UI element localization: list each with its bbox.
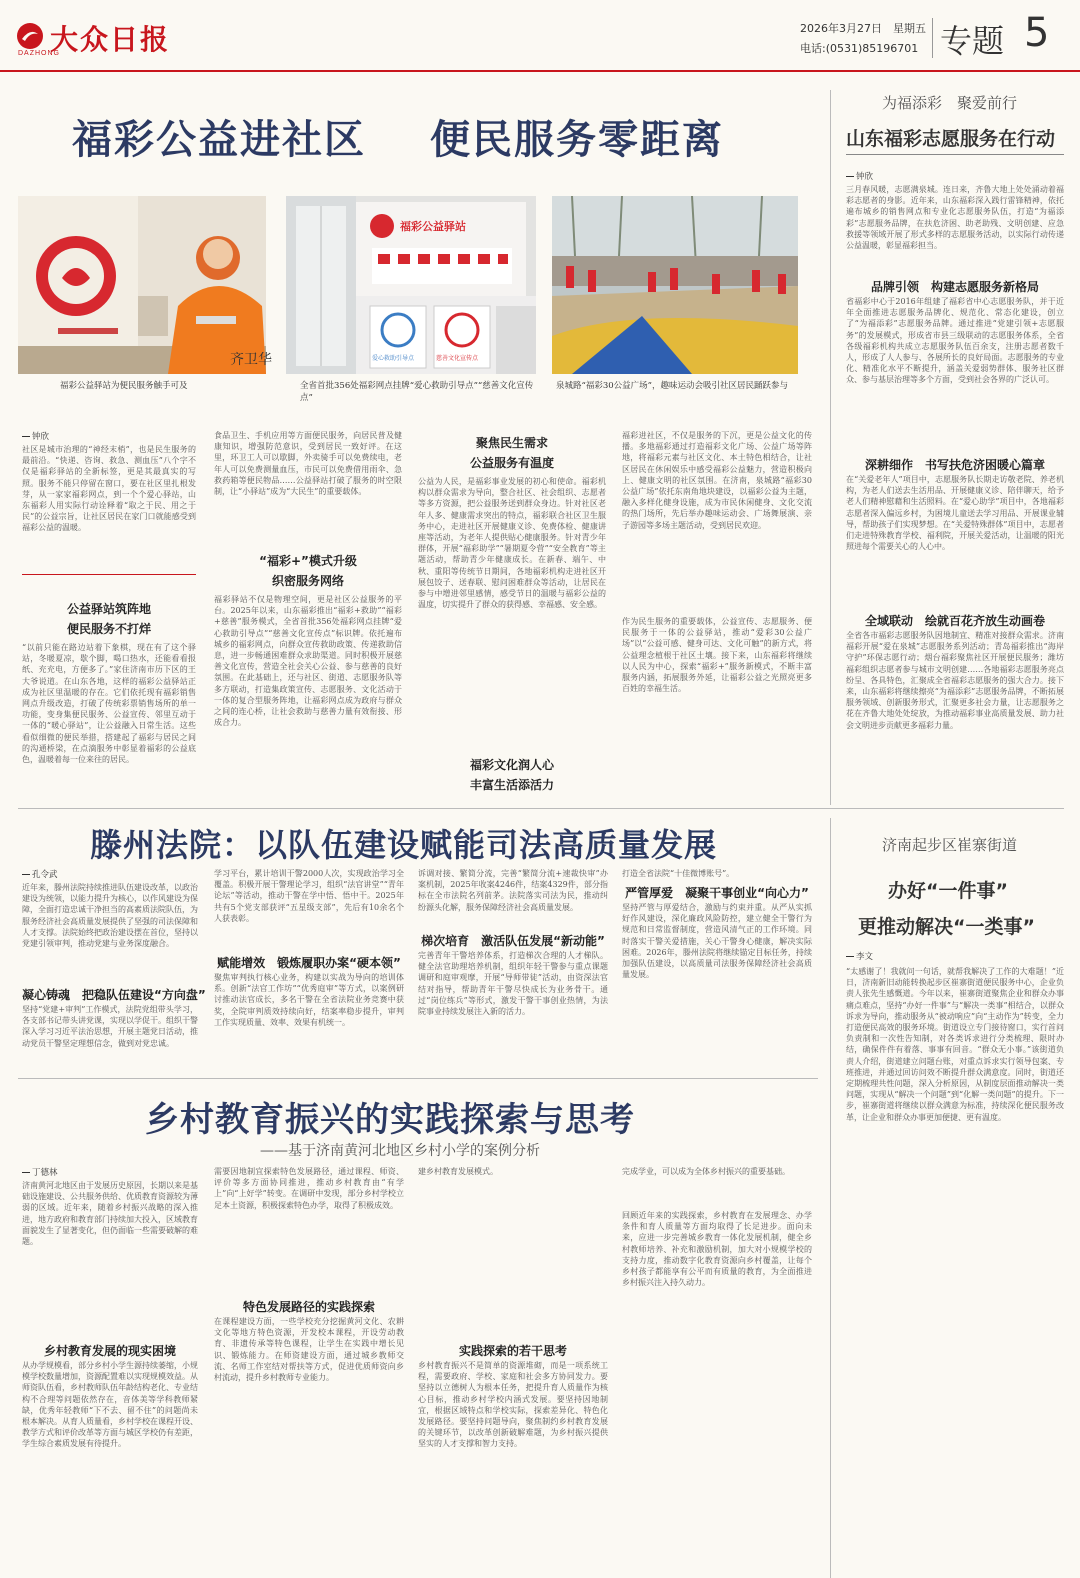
- sidebar1-intro: 三月春风暖，志愿满泉城。连日来，齐鲁大地上处处涌动着福彩志愿者的身影。近年来，山东福彩深入践行雷锋精神，依托遍布城乡的销售网点和专业化志愿服务队伍，打造“为福添彩”志愿服务品牌，在扶危济困、助老助残、文明创建、应急救援等领域开展了形式多样的志愿服务活动，以实际行动传递公益温暖，彰显福彩担当。: [846, 185, 1064, 251]
- article2-col4-lead: 打造全省法院“十佳微博账号”。: [622, 869, 735, 878]
- article1-byline: 钟欣: [22, 430, 49, 442]
- article2-col2-lead: 学习平台，累计培训干警2000人次，实现政治学习全覆盖。积极开展干警理论学习，组织“法官讲堂”“青年论坛”等活动，推动干警在学中悟、悟中干。2025年共有5个党支部获评“五星级支部”，先后有10余名个人获表彰。: [214, 869, 404, 923]
- article3-col4-lead: 完成学业，可以成为全体乡村振兴的重要基础。: [622, 1167, 790, 1176]
- article2-byline: 孔令武: [22, 868, 58, 880]
- sidebar2-body: “太感谢了！我就问一句话，就帮我解决了工作的大难题！”近日，济南新旧动能转换起步区崔寨街道便民服务中心，企业负责人张先生感慨道。今年以来，崔寨街道聚焦企业和群众办事痛点难点，坚持“办好一件事”与“解决一类事”相结合，以群众诉求为导向，推动服务从“被动响应”向“主动作为”转变，全力打造便民高效的服务环境。街道设立专门接待窗口，实行首问负责制和一次性告知制，对各类诉求进行分类梳理、限时办结，确保件件有着落、事事有回音。“群众无小事。”该街道负责人介绍，街道建立问题台账，对重点诉求实行领导包案、专班推进，并通过回访问效不断提升群众满意度。同时，街道还定期梳理共性问题，深入分析原因，从制度层面推动解决一类问题，实现从“解决一个问题”到“化解一类问题”的提升。下一步，崔寨街道将继续以群众满意为标准，持续深化便民服务改革，让企业和群众办事更加便捷、更有温度。: [846, 967, 1064, 1122]
- article2-col2-body: 聚焦审判执行核心业务，构建以实战为导向的培训体系。创新“法官工作坊”“优秀庭审”等方式，以案例研讨推动法官成长，多名干警在全省法院业务竞赛中获奖，全院审判质效持续向好，结案率稳步提升，审判工作实现质量、效率、效果有机统一。: [214, 973, 404, 1027]
- masthead: [0, 0, 1080, 70]
- article1-subhead4: 福彩文化润人心: [469, 758, 554, 772]
- sidebar1-text2: 在“关爱老年人”项目中，志愿服务队长期走访敬老院、养老机构，为老人们送去生活用品、开展健康义诊、陪伴聊天，给予老人们精神慰藉和生活照料。在“爱心助学”项目中，各地福彩志愿者深入偏远乡村，为困境儿童送去学习用品、开展课业辅导，帮助孩子们实现梦想。在“关爱特殊群体”项目中，志愿者们走进特殊教育学校、福利院，开展关爱活动，让温暖的阳光照进每个需要关心的人心中。: [846, 475, 1064, 552]
- article2-subhead1: 凝心铸魂 把稳队伍建设“方向盘”: [22, 988, 206, 1002]
- article1-col4-lead: 福彩进社区，不仅是服务的下沉，更是公益文化的传播。多地福彩通过打造福彩文化广场、公益广场等阵地，将福彩元素与社区文化、本土特色相结合，让社区居民在休闲娱乐中感受福彩公益魅力，营造积极向上、健康文明的社区氛围。在济南，泉城路“福彩30公益广场”依托东南角地块建设，以福彩公益为主题，融入多样化健身设施，成为市民休闲健身、文化交流的热门场所，先后举办趣味运动会、广场舞展演、亲子游园等多场主题活动，受到居民欢迎。: [622, 431, 812, 530]
- masthead-divider: [932, 18, 933, 58]
- photo-plaza-games-image: [552, 196, 798, 374]
- article1-col2-lead: 食品卫生、手机应用等方面便民服务，向居民普及健康知识，增强防范意识，受到居民一致好评。在这里，环卫工人可以歇脚，外卖骑手可以免费续电，老年人可以免费测量血压，市民可以免费借用雨伞、急救药箱等便民物品……公益驿站打破了服务的时空限制，让“小驿站”成为“大民生”的重要载体。: [214, 431, 402, 497]
- article3-subtitle: ——基于济南黄河北地区乡村小学的案例分析: [260, 1143, 540, 1159]
- issue-date: 2026年3月27日 星期五: [800, 22, 926, 35]
- photo-post-station: [18, 196, 272, 374]
- article1-col1-lead: 社区是城市治理的“神经末梢”，也是民生服务的最前沿。“快递、咨询、救急、测血压”八个字不仅是福彩驿站的全新标签，更是其最真实的写照。服务不能只停留在窗口，要在社区里扎根发芽，从一家家福彩网点，到一个个爱心驿站，山东福彩人用实际行动诠释着“取之于民、用之于民”的公益宗旨，让社区居民在家门口就能感受到福彩公益的温暖。: [22, 445, 196, 533]
- photo-service-point-image: [286, 196, 536, 374]
- article1-headline-a: 福彩公益进社区: [72, 117, 366, 163]
- article1-col1-rule: [22, 574, 196, 575]
- sidebar1-subhead3: 全域联动 绘就百花齐放生动画卷: [864, 614, 1045, 628]
- photo1-watermark: 齐卫华: [230, 352, 272, 368]
- section-rule-1: [18, 808, 1064, 809]
- sidebar1-rule: [846, 154, 1064, 155]
- article2-col3-lead: 诉调对接、繁简分流，完善“繁简分流+速裁快审”办案机制，2025年收案4246件，结案4329件，部分指标在全市法院名列前茅。法院落实司法为民，推动纠纷源头化解，服务保障经济社会高质量发展。: [418, 869, 608, 912]
- page-number: 5: [1024, 10, 1050, 56]
- article2-col4-body: 坚持严管与厚爱结合，激励与约束并重。从严从实抓好作风建设，深化廉政风险防控，建立健全干警行为规范和日常监督制度，营造风清气正的工作环境。同时落实干警关爱措施，关心干警身心健康，解决实际困难。2026年，滕州法院将继续锚定目标任务，持续加强队伍建设，以高质量司法服务保障经济社会高质量发展。: [622, 903, 812, 980]
- article1-col4-body: 作为民生服务的重要载体，公益宣传、志愿服务、便民服务于一体的公益驿站，推动“爱彩30公益广场”以“公益可感、健身可达、文化可触”的新方式，将公益理念植根于社区土壤。接下来，山东福彩将继续以人民为中心，探索“福彩+”服务新模式，不断丰富服务内涵，拓展服务外延，让福彩公益之光照亮更多百姓的幸福生活。: [622, 617, 812, 694]
- masthead-rule: [0, 70, 1080, 72]
- paper-name: 大众日报: [50, 23, 171, 56]
- article1-subhead1: 公益驿站筑阵地: [66, 602, 151, 616]
- article2-headline: 滕州法院：以队伍建设赋能司法高质量发展: [90, 826, 718, 864]
- photo3-caption: 泉城路“福彩30公益广场”，趣味运动会吸引社区居民踊跃参与: [556, 381, 789, 391]
- photo2-caption: 全省首批356处福彩网点挂牌“爱心救助引导点”“慈善文化宣传点”: [300, 381, 534, 404]
- photo-service-point: [286, 196, 536, 374]
- article1-col2-body: 福彩驿站不仅是物理空间，更是社区公益服务的平台。2025年以来，山东福彩推出“福彩+救助”“福彩+慈善”服务模式，全省首批356处福彩网点挂牌“爱心救助引导点”“慈善文化宣传点”标识牌。依托遍布城乡的福彩网点，向群众宣传救助政策、传递救助信息，进一步畅通困难群众求助渠道。同时积极开展慈善文化宣传，营造全社会关心公益、参与慈善的良好氛围。在此基础上，还与社区、街道、志愿服务队等多方联动，打造集政策宣传、志愿服务、文化活动于一体的复合型服务阵地，让福彩网点成为政府与群众之间的连心桥，让社会救助与慈善力量有效衔接、形成合力。: [214, 595, 402, 728]
- photo-post-station-image: [18, 196, 272, 374]
- article3-col1-body: 从办学规模看，部分乡村小学生源持续萎缩，小规模学校数量增加，资源配置难以实现规模效益。从师资队伍看，乡村教师队伍年龄结构老化、专业结构不合理等问题依然存在，音体美等学科教师紧缺，优秀年轻教师“下不去、留不住”的问题尚未根本解决。从育人质量看，乡村学校在课程开设、教学方式和评价改革等方面与城区学校仍有差距，学生综合素质发展有待提升。: [22, 1361, 198, 1449]
- article3-col1-lead: 济南黄河北地区由于发展历史原因，长期以来是基础设施建设、公共服务供给、优质教育资源较为薄弱的区域。近年来，随着乡村振兴战略的深入推进，地方政府和教育部门持续加大投入，区域教育面貌发生了显著变化，但仍面临一些需要破解的难题。: [22, 1181, 198, 1247]
- article1-subhead2: “福彩+”模式升级: [259, 554, 357, 568]
- article2-col1-lead: 近年来，滕州法院持续推进队伍建设改革，以政治建设为统领，以能力提升为核心，以作风建设为保障，全面打造忠诚干净担当的高素质法院队伍，为服务经济社会高质量发展提供了坚强的司法保障和人才支撑。法院始终把政治建设摆在首位，坚持以党建引领审判，推动党建与业务深度融合。: [22, 883, 198, 949]
- article2-col3-body: 完善青年干警培养体系，打造梯次合理的人才梯队。健全法官助理培养机制，组织年轻干警参与重点课题调研和庭审观摩，开展“导师带徒”活动，由资深法官结对指导，帮助青年干警尽快成长为业务骨干。通过“岗位练兵”等形式，激发干警干事创业热情，为法院事业持续发展注入新的活力。: [418, 951, 608, 1017]
- section-name: 专题: [940, 22, 1005, 60]
- article3-headline: 乡村教育振兴的实践探索与思考: [145, 1100, 635, 1140]
- article3-col3-lead: 建乡村教育发展模式。: [418, 1167, 498, 1176]
- sidebar1-text1: 省福彩中心于2016年组建了福彩省中心志愿服务队，并于近年全面推进志愿服务品牌化、规范化、常态化建设，创立了“为福添彩”志愿服务品牌。通过推进“党建引领+志愿服务”的发展模式，形成省市县三级联动的志愿服务体系，全省各级福彩机构共成立志愿服务队伍百余支，注册志愿者数千人，形成了人人参与、各展所长的良好局面。志愿服务的专业化、精准化水平不断提升，涵盖关爱弱势群体、服务社区群众、参与基层治理等多个方面，受到社会各界的广泛认可。: [846, 297, 1064, 385]
- article3-byline: 丁德林: [22, 1166, 58, 1178]
- paper-latin-name: DAZHONG: [18, 50, 60, 57]
- contact-phone: 电话:(0531)85196701: [800, 42, 919, 55]
- section-rule-2: [18, 1078, 818, 1079]
- sidebar2-kicker: 济南起步区崔寨街道: [882, 836, 1018, 854]
- sidebar1-byline: 钟欣: [846, 170, 873, 182]
- photo2-badge-charity: 慈善文化宣传点: [436, 355, 479, 362]
- article1-subhead3: 聚焦民生需求: [475, 436, 548, 450]
- article3-col2-body: 在课程建设方面，一些学校充分挖掘黄河文化、农耕文化等地方特色资源，开发校本课程，开设劳动教育、非遗传承等特色课程，让学生在实践中增长见识、锻炼能力。在师资建设方面，通过城乡教师交流、名师工作室结对帮扶等方式，促进优质师资向乡村流动，提升乡村教师专业能力。: [214, 1317, 404, 1383]
- article1-subhead2b: 织密服务网络: [271, 574, 344, 588]
- sidebar2-divider: [830, 818, 831, 1578]
- article3-subhead3: 实践探索的若干思考: [458, 1344, 567, 1358]
- sidebar1-subhead2: 深耕细作 书写扶危济困暖心篇章: [864, 458, 1045, 472]
- sidebar1-kicker: 为福添彩 聚爱前行: [882, 94, 1018, 112]
- article3-subhead2: 特色发展路径的实践探索: [242, 1300, 375, 1314]
- article1-subhead1b: 便民服务不打烊: [66, 622, 151, 636]
- article3-col4-body: 回顾近年来的实践探索，乡村教育在发展理念、办学条件和育人质量等方面均取得了长足进步。面向未来，应进一步完善城乡教育一体化发展机制，健全乡村教师培养、补充和激励机制，加大对小规模学校的支持力度，推动数字化教育资源向乡村覆盖，让每个乡村孩子都能享有公平而有质量的教育，为全面推进乡村振兴注入持久动力。: [622, 1211, 812, 1288]
- photo1-caption: 福彩公益驿站为便民服务触手可及: [60, 381, 188, 391]
- newspaper-logo-icon: [16, 22, 44, 50]
- article3-col3-body: 乡村教育振兴不是简单的资源堆砌，而是一项系统工程，需要政府、学校、家庭和社会多方协同发力。要坚持以立德树人为根本任务，把提升育人质量作为核心目标，推动乡村学校内涵式发展。要坚持因地制宜，根据区域特点和学校实际，探索差异化、特色化发展路径。要坚持问题导向，聚焦制约乡村教育发展的关键环节，以改革创新破解难题，为乡村振兴提供坚实的人才支撑和智力支持。: [418, 1361, 608, 1449]
- sidebar1-text3: 全省各市福彩志愿服务队因地制宜、精准对接群众需求。济南福彩开展“爱在泉城”志愿服务系列活动；青岛福彩推出“海岸守护”环保志愿行动；烟台福彩聚焦社区开展便民服务；潍坊福彩组织志愿者参与城市文明创建……各地福彩志愿服务亮点纷呈、各具特色，汇聚成全省福彩志愿服务的强大合力。接下来，山东福彩将继续擦亮“为福添彩”志愿服务品牌，不断拓展服务领域、创新服务形式，汇聚更多社会力量，让志愿服务之花在齐鲁大地处处绽放，为推动福彩事业高质量发展、助力社会文明进步贡献更多福彩力量。: [846, 631, 1064, 730]
- article1-col1-body: “以前只能在路边站着下象棋，现在有了这个驿站，冬暖夏凉，歇个脚，喝口热水，还能看看报纸、充充电，方便多了。”家住济南市历下区的王大爷说道。在山东各地，这样的福彩公益驿站正成为社区里温暖的存在。它们依托现有福彩销售网点升级改造，打破了传统彩票销售场所的单一功能，变身集便民服务、公益宣传、邻里互动于一体的“暖心驿站”，让公益融入日常生活。这些看似细微的便民举措，搭建起了福彩与居民之间的沟通桥梁，在点滴服务中彰显着福彩的公益底色，温暖着每一位来往的居民。: [22, 643, 196, 765]
- sidebar2-title-b: 更推动解决“一类事”: [858, 916, 1035, 938]
- article1-headline-b: 便民服务零距离: [430, 117, 724, 163]
- article1-col3-body: 公益为人民，是福彩事业发展的初心和使命。福彩机构以群众需求为导向，整合社区、社会组织、志愿者等多方资源，把公益服务送到群众身边。针对社区老年人多、健康需求突出的特点，福彩联合社区卫生服务中心，走进社区开展健康义诊、免费体检、健康讲座等活动，为老年人提供贴心健康服务。针对青少年群体，开展“福彩助学”“暑期夏令营”“安全教育”等主题活动，帮助青少年健康成长。在新春、端午、中秋、重阳等传统节日期间，各地福彩机构走进社区开展包饺子、送春联、慰问困难群众等活动，让居民在参与中增进邻里感情，感受节日的温暖与福彩公益的温度，切实提升了群众的获得感、幸福感、安全感。: [418, 477, 606, 610]
- article2-subhead4: 严管厚爱 凝聚干事创业“向心力”: [625, 886, 809, 900]
- article2-subhead3: 梯次培育 激活队伍发展“新动能”: [421, 934, 605, 948]
- sidebar2-byline: 李文: [846, 950, 873, 962]
- article2-col1-body: 坚持“党建+审判”工作模式，法院党组带头学习，各支部书记带头讲党课，实现以学促干。组织干警深入学习习近平法治思想，开展主题党日活动，推动党员干警坚定理想信念，做到对党忠诚。: [22, 1005, 198, 1048]
- photo2-sign-text: 福彩公益驿站: [400, 220, 466, 233]
- article1-subhead3b: 公益服务有温度: [469, 456, 554, 470]
- article3-subhead1: 乡村教育发展的现实困境: [43, 1344, 176, 1358]
- sidebar2-title-a: 办好“一件事”: [888, 880, 1008, 902]
- article3-col2-lead: 需要因地制宜探索特色发展路径，通过课程、师资、评价等多方面协同推进，推动乡村教育由“有学上”向“上好学”转变。在调研中发现，部分乡村学校立足本土资源，积极探索特色办学，取得了积极成效。: [214, 1167, 404, 1210]
- article1-subhead4b: 丰富生活添活力: [469, 778, 554, 792]
- photo2-badge-rescue: 爱心救助引导点: [372, 355, 415, 362]
- sidebar1-divider: [830, 90, 831, 805]
- article2-subhead2: 赋能增效 锻炼履职办案“硬本领”: [217, 956, 401, 970]
- sidebar1-subhead1: 品牌引领 构建志愿服务新格局: [870, 280, 1039, 294]
- sidebar1-title: 山东福彩志愿服务在行动: [846, 128, 1056, 150]
- photo-plaza-games: [552, 196, 798, 374]
